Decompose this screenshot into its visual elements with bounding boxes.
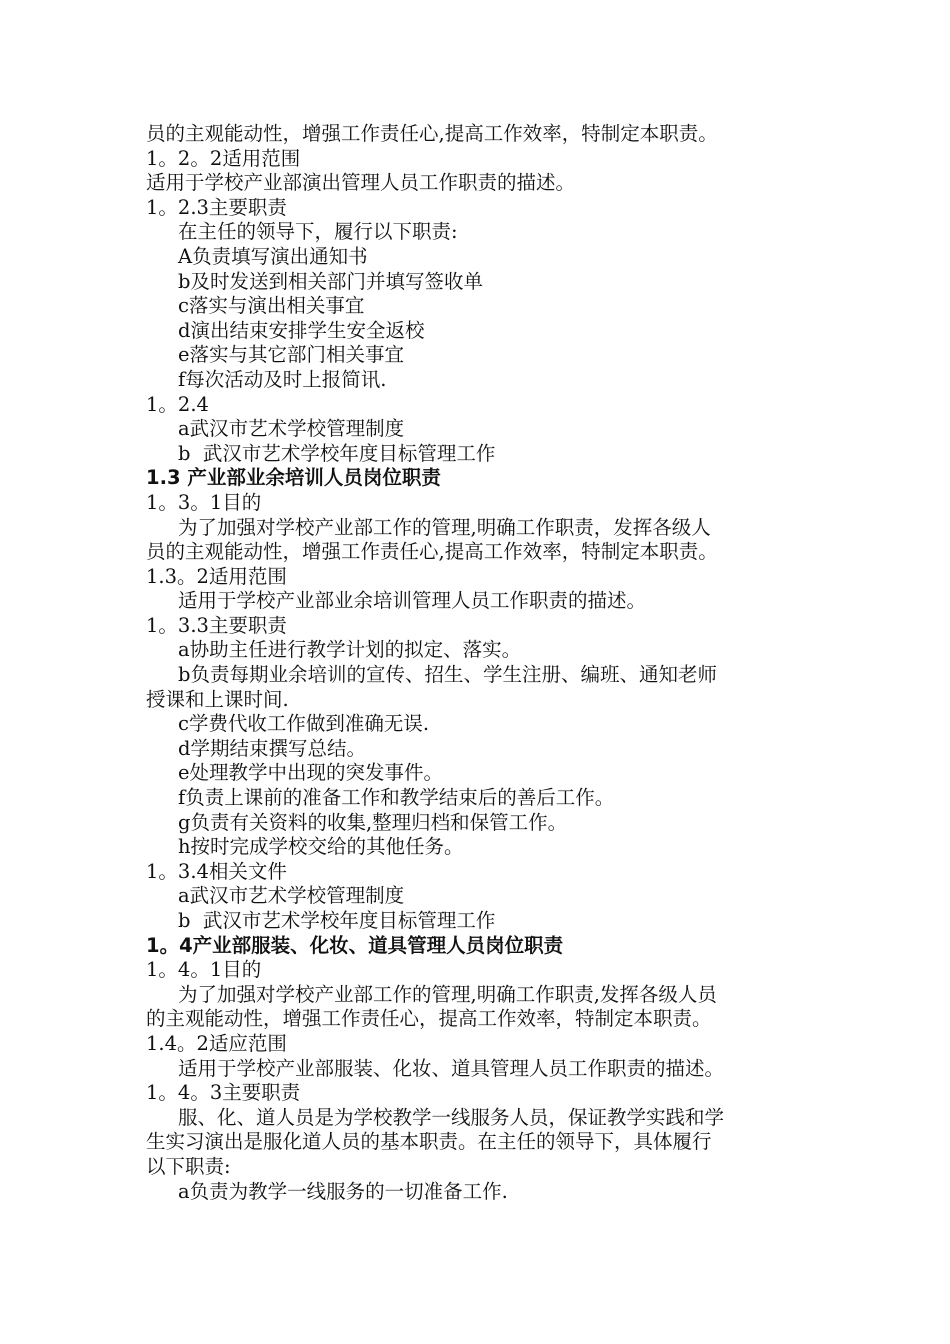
text-line: 1。2。2适用范围 [146,146,301,170]
text-line: f负责上课前的准备工作和教学结束后的善后工作。 [178,786,615,810]
text-line: h按时完成学校交给的其他任务。 [178,835,464,859]
text-line: b负责每期业余培训的宣传、招生、学生注册、编班、通知老师 [178,663,717,687]
text-line: b 武汉市艺术学校年度目标管理工作 [178,909,496,932]
text-line: g负责有关资料的收集,整理归档和保管工作。 [178,810,568,834]
text-line: 适用于学校产业部服装、化妆、道具管理人员工作职责的描述。 [178,1056,725,1080]
text-line: a负责为教学一线服务的一切准备工作. [178,1179,508,1203]
text-line: 员的主观能动性，增强工作责任心,提高工作效率，特制定本职责。 [146,540,718,564]
text-line: a武汉市艺术学校管理制度 [178,884,405,908]
text-line: d演出结束安排学生安全返校 [178,318,425,342]
text-line: 授课和上课时间. [146,687,289,711]
text-line: e处理教学中出现的突发事件。 [178,761,444,785]
text-line: 为了加强对学校产业部工作的管理,明确工作职责，发挥各级人 [178,515,711,539]
text-line: d学期结束撰写总结。 [178,736,366,760]
text-line: c学费代收工作做到准确无误. [178,712,430,736]
text-line: 服、化、道人员是为学校教学一线服务人员，保证教学实践和学 [178,1105,725,1129]
text-line: 1。3.4相关文件 [146,859,287,883]
text-line: 1。2.3主要职责 [146,195,287,219]
text-line: 适用于学校产业部业余培训管理人员工作职责的描述。 [178,589,647,613]
text-line: 生实习演出是服化道人员的基本职责。在主任的领导下，具体履行 [146,1130,712,1154]
text-line: 1.4。2适应范围 [146,1031,287,1055]
text-line: f每次活动及时上报简讯. [178,367,387,391]
text-line: 的主观能动性，增强工作责任心，提高工作效率，特制定本职责。 [146,1007,712,1031]
text-line: 以下职责: [146,1154,231,1178]
text-line: b及时发送到相关部门并填写签收单 [178,269,483,293]
text-line: 为了加强对学校产业部工作的管理,明确工作职责,发挥各级人员 [178,982,717,1006]
text-line: a武汉市艺术学校管理制度 [178,417,405,441]
text-line: 适用于学校产业部演出管理人员工作职责的描述。 [146,171,576,195]
text-line: e落实与其它部门相关事宜 [178,343,405,367]
section-heading: 1。4产业部服装、化妆、道具管理人员岗位职责 [146,933,564,957]
text-line: 1。3.3主要职责 [146,613,287,637]
text-line: c落实与演出相关事宜 [178,294,365,318]
text-line: 员的主观能动性，增强工作责任心,提高工作效率，特制定本职责。 [146,122,718,145]
text-line: 在主任的领导下，履行以下职责: [178,220,458,244]
text-line: b 武汉市艺术学校年度目标管理工作 [178,441,496,465]
text-line: 1。4。3主要职责 [146,1081,301,1105]
text-line: 1。3。1目的 [146,490,262,514]
text-line: 1.3。2适用范围 [146,564,287,588]
text-line: A负责填写演出通知书 [178,244,368,268]
text-line: 1。2.4 [146,392,209,416]
text-line: a协助主任进行教学计划的拟定、落实。 [178,638,522,662]
document-page [146,122,826,1204]
section-heading: 1.3 产业部业余培训人员岗位职责 [146,466,441,490]
text-line: 1。4。1目的 [146,958,262,982]
